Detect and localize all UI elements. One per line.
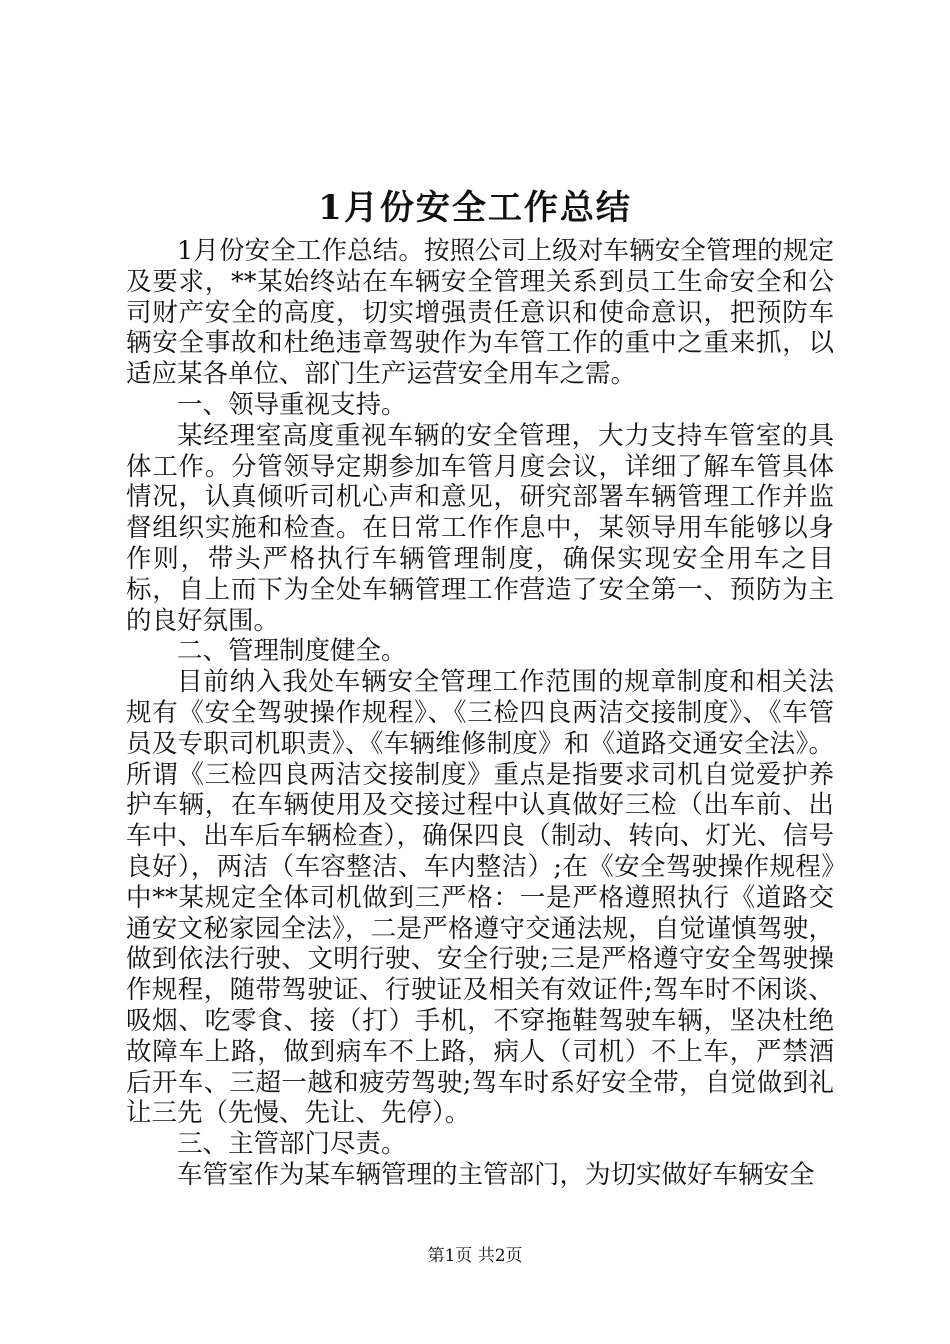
document-body (126, 236, 834, 1191)
paragraph-intro: 1月份安全工作总结。按照公司上级对车辆安全管理的规定及要求，**某始终站在车辆安全管理关系到员工生命安全和公司财产安全的高度，切实增强责任意识和使命意识，把预防车辆安全事故和杜绝违章驾驶作为车管工作的重中之重来抓，以适应某各单位、部门生产运营安全用车之需。 (126, 236, 834, 390)
page-number-footer: 第1页 共2页 (427, 1246, 523, 1266)
section-heading-1: 一、领导重视支持。 (177, 389, 407, 420)
paragraph-department: 车管室作为某车辆管理的主管部门，为切实做好车辆安全 (177, 1159, 815, 1190)
section-heading-3: 三、主管部门尽责。 (177, 1129, 407, 1160)
paragraph-regulations: 目前纳入我处车辆安全管理工作范围的规章制度和相关法规有《安全驾驶操作规程》、《三检四良两洁交接制度》、《车管员及专职司机职责》、《车辆维修制度》和《道路交通安全法》。所谓《三检四良两洁交接制度》重点是指要求司机自觉爱护养护车辆，在车辆使用及交接过程中认真做好三检（出车前、出车中、出车后车辆检查），确保四良（制动、转向、灯光、信号良好），两洁（车容整洁、车内整洁）;在《安全驾驶操作规程》中**某规定全体司机做到三严格：一是严格遵照执行《道路交通安文秘家园全法》，二是严格遵守交通法规，自觉谨慎驾驶，做到依法行驶、文明行驶、安全行驶;三是严格遵守安全驾驶操作规程，随带驾驶证、行驶证及相关有效证件;驾车时不闲谈、吸烟、吃零食、接（打）手机，不穿拖鞋驾驶车辆，坚决杜绝故障车上路，做到病车不上路，病人（司机）不上车，严禁酒后开车、三超一越和疲劳驾驶;驾车时系好安全带，自觉做到礼让三先（先慢、先让、先停）。 (126, 667, 834, 1129)
document-title: 1月份安全工作总结 (318, 188, 632, 228)
paragraph-leadership: 某经理室高度重视车辆的安全管理，大力支持车管室的具体工作。分管领导定期参加车管月度会议，详细了解车管具体情况，认真倾听司机心声和意见，研究部署车辆管理工作并监督组织实施和检查。在日常工作作息中，某领导用车能够以身作则，带头严格执行车辆管理制度，确保实现安全用车之目标，自上而下为全处车辆管理工作营造了安全第一、预防为主的良好氛围。 (126, 420, 834, 636)
section-heading-2: 二、管理制度健全。 (177, 636, 407, 667)
